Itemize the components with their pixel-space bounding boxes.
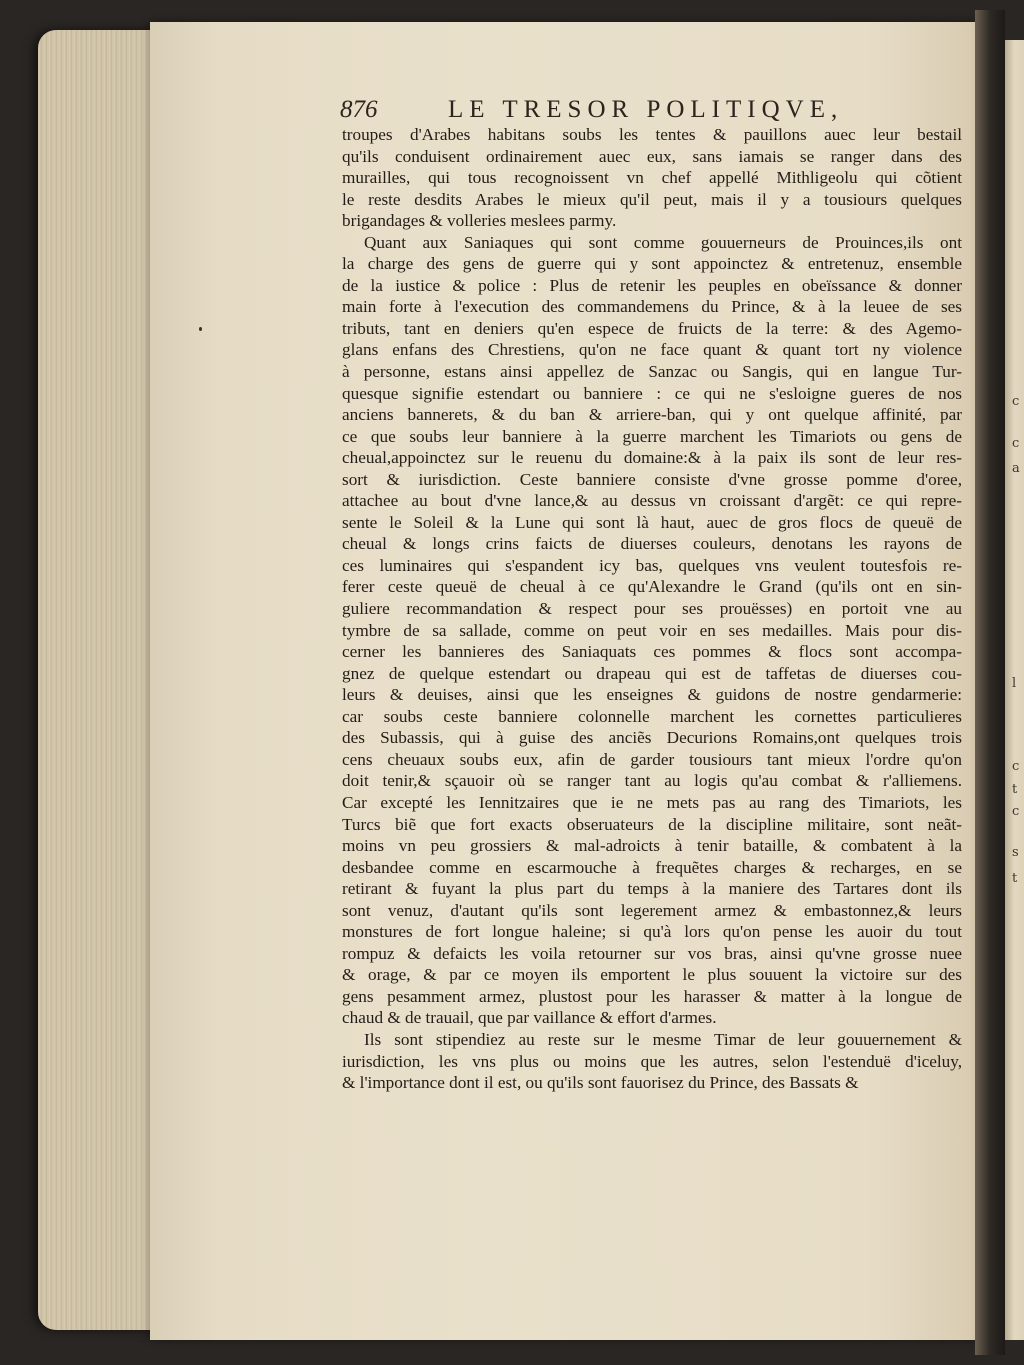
text-line: à personne, estans ainsi appellez de Sanzac ou Sangis, qui en langue Tur- [342,362,962,382]
text-line: moins vn peu grossiers & mal-adroicts à tenir bataille, & combatent à la [342,836,962,856]
text-line: cheual & longs crins faicts de diuerses couleurs, denotans les rayons de [342,534,962,554]
text-line: cens cheuaux soubs eux, afin de garder tousiours tant mieux l'ordre qu'on [342,749,962,769]
text-line: cerner les bannieres des Saniaquats ces pommes & flocs sont accompa- [342,642,962,662]
facing-page-letter: a [1012,461,1020,476]
facing-page-letter: t [1012,782,1018,797]
text-line: Quant aux Saniaques qui sont comme gouuerneurs de Prouinces,ils ont [364,232,962,252]
text-line: des Subassis, qui à guise des anciẽs Decurions Romains,ont quelques trois [342,728,962,748]
text-line: anciens bannerets, & du ban & arriere-ban, qui y ont quelque affinité, par [342,405,962,425]
text-line: monstures de fort longue haleine; si qu'à lors qu'on pense les auoir du tout [342,922,962,942]
text-line: iurisdiction, les vns plus ou moins que les autres, selon l'estenduë d'iceluy, [342,1051,962,1071]
text-line: attachee au bout d'vne lance,& au dessus vn croissant d'argẽt: ce qui repre- [342,491,962,511]
facing-page-letter: l [1012,676,1017,691]
text-line: tymbre de sa sallade, comme on peut voir en ses medailles. Mais pour dis- [342,620,962,640]
facing-page-letter: s [1012,845,1019,860]
text-line: gens pesamment armez, plustost pour les harasser & matter à la longue de [342,986,962,1006]
ink-spot [199,327,202,331]
facing-page-letter: t [1012,871,1018,886]
text-line: rompuz & defaicts les voila retourner sur vos bras, ainsi qu'vne grosse nuee [342,943,962,963]
paragraph-p1 [342,124,962,232]
text-line: glans enfans des Chrestiens, qu'on ne face quant & quant tort ny violence [342,340,962,360]
text-line: sont venuz, d'autant qu'ils sont legerement armez & embastonnez,& leurs [342,900,962,920]
text-line: tributs, tant en deniers qu'en espece de fruicts de la terre: & des Agemo- [342,318,962,338]
text-line: guliere recommandation & respect pour ses prouësses) en portoit vne au [342,599,962,619]
paragraph-p2 [342,232,962,1029]
text-line: Ils sont stipendiez au reste sur le mesme Timar de leur gouuernement & [364,1029,962,1049]
text-line: le reste desdits Arabes le mieux qu'il peut, mais il y a tousiours quelques [342,189,962,209]
text-line: gnez de quelque estendart ou drapeau qui est de taffetas de diuerses cou- [342,663,962,683]
text-line: & orage, & par ce moyen ils emportent le plus souuent la victoire sur des [342,965,962,985]
text-line: main forte à l'execution des commandemens du Prince, & à la leuee de ses [342,297,962,317]
text-line: ce que soubs leur banniere à la guerre marchent les Timariots ou gens de [342,426,962,446]
running-title: LE TRESOR POLITIQVE, [448,96,844,123]
text-line: cheual,appoinctez sur le reuenu du domaine:& à la paix ils sont de leur res- [342,448,962,468]
paragraph-p3 [342,1029,962,1094]
text-line: Car excepté les Iennitzaires que ie ne mets pas au rang des Timariots, les [342,792,962,812]
text-line: ces luminaires qui s'espandent icy bas, quelques vns veulent toutesfois re- [342,555,962,575]
text-line: la charge des gens de guerre qui y sont appoinctez & entretenuz, ensemble [342,254,962,274]
text-line: qu'ils conduisent ordinairement auec eux, sans iamais se ranger dans des [342,146,962,166]
text-line: leurs & deuises, ainsi que les enseignes & guidons de nostre gendarmerie: [342,685,962,705]
text-line: retirant & fuyant la plus part du temps à la maniere des Tartares dont ils [342,879,962,899]
facing-page-letter: c [1012,436,1020,451]
text-line: quesque signifie estendart ou banniere : ce qui ne s'esloigne gueres de nos [342,383,962,403]
text-line: & l'importance dont il est, ou qu'ils sont fauorisez du Prince, des Bassats & [342,1073,859,1093]
text-line: doit tenir,& sçauoir où se ranger tant au logis qu'au combat & r'alliemens. [342,771,962,791]
facing-page-letter: c [1012,804,1020,819]
text-line: troupes d'Arabes habitans soubs les tentes & pauillons auec leur bestail [342,125,962,144]
text-line: Turcs biẽ que fort exacts obseruateurs de la discipline militaire, sont neãt- [342,814,962,834]
text-line: brigandages & volleries meslees parmy. [342,211,617,231]
page-number: 876 [340,96,378,123]
text-line: murailles, qui tous recognoissent vn chef appellé Mithligeolu qui cõtient [342,168,962,188]
book-gutter [975,10,1005,1355]
text-line: sente le Soleil & la Lune qui sont là haut, auec de gros flocs de queuë de [342,512,962,532]
text-line: sort & iurisdiction. Ceste banniere consiste d'vne grosse pomme d'oree, [342,469,962,489]
text-line: desbandee comme en escarmouche à frequẽtes charges & recharges, en se [342,857,962,877]
text-line: de la iustice & police : Plus de retenir les peuples en obeïssance & donner [342,275,962,295]
body-text [342,124,962,1094]
text-line: chaud & de trauail, que par vaillance & effort d'armes. [342,1008,717,1028]
facing-page-letter: c [1012,394,1020,409]
facing-page-letter: c [1012,759,1020,774]
text-line: ferer ceste queuë de cheual à ce qu'Alexandre le Grand (qu'ils ont en sin- [342,577,962,597]
text-line: car soubs ceste banniere colonnelle marchent les cornettes particulieres [342,706,962,726]
